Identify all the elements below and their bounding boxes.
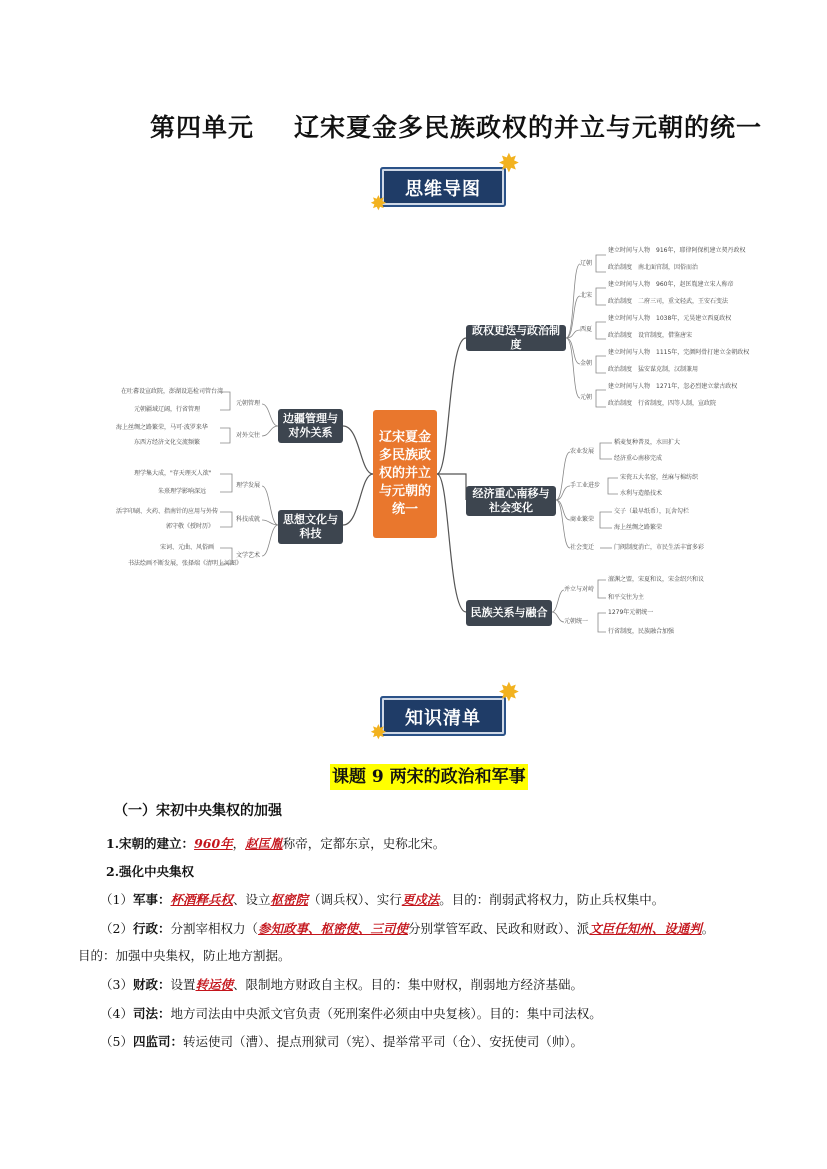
paragraph-1: 1.宋朝的建立：960年，赵匡胤称帝，定都东京，史称北宋。 — [106, 836, 446, 851]
mindmap-banner-label: 思维导图 — [405, 179, 481, 200]
mind-leaf: 稻麦复种普及，水田扩大 — [614, 439, 681, 446]
mind-leaf: 海上丝绸之路繁荣，马可·波罗来华 — [116, 424, 208, 431]
mind-leaf: 和平交往为主 — [608, 594, 645, 601]
mind-map-center: 辽宋夏金多民族政权的并立与元朝的统一 — [373, 410, 437, 538]
lesson-title: 课题 9 两宋的政治和军事 — [330, 764, 528, 790]
mind-leaf: 郭守敬《授时历》 — [166, 523, 215, 530]
mind-label: 金朝 — [580, 360, 593, 367]
mind-label: 并立与对峙 — [564, 586, 595, 593]
mind-leaf: 政治制度 猛安谋克制，汉制兼用 — [608, 366, 699, 373]
mind-leaf: 门阀制度消亡，市民生活丰富多彩 — [614, 544, 705, 551]
mind-leaf: 宋词、元曲、风俗画 — [160, 544, 215, 551]
item-judiciary: （4）司法：地方司法由中央派文官负责（死刑案件必须由中央复核）。目的：集中司法权。 — [100, 1006, 602, 1021]
mind-label: 元朝 — [580, 394, 593, 401]
mind-leaf: 建立时间与人物 916年，耶律阿保机建立契丹政权 — [608, 247, 746, 254]
mind-label: 科技成就 — [236, 516, 261, 523]
mind-map — [0, 228, 827, 658]
branch-politics: 政权更迭与政治制度 — [466, 325, 566, 351]
item-four-offices: （5）四监司：转运使司（漕）、提点刑狱司（宪）、提举常平司（仓）、安抚使司（帅）。 — [100, 1034, 583, 1049]
mind-leaf: 政治制度 设官制度，借鉴唐宋 — [608, 332, 693, 339]
mind-label: 社会变迁 — [570, 544, 595, 551]
section-subtitle: （一）宋初中央集权的加强 — [114, 803, 282, 819]
unit-title — [150, 108, 770, 144]
mind-label: 文学艺术 — [236, 552, 261, 559]
mind-leaf: 书法绘画不断发展，张择端《清明上河图》 — [128, 560, 243, 567]
branch-ethnic: 民族关系与融合 — [466, 600, 552, 626]
unit-name: 辽宋夏金多民族政权的并立与元朝的统一 — [294, 113, 763, 142]
mind-leaf: 海上丝绸之路繁荣 — [614, 524, 663, 531]
mindmap-banner — [370, 149, 520, 215]
mind-leaf: 建立时间与人物 1271年，忽必烈建立蒙古政权 — [608, 383, 738, 390]
mind-leaf: 政治制度 南北面官制，因俗而治 — [608, 264, 699, 271]
mind-leaf: 建立时间与人物 1038年，元昊建立西夏政权 — [608, 315, 732, 322]
star-icon: ✸ — [498, 149, 520, 179]
mind-leaf: 宋瓷五大名窑，丝麻与棉纺织 — [620, 474, 699, 481]
mind-leaf: 1279年元朝统一 — [608, 609, 654, 616]
mind-label: 北宋 — [580, 292, 593, 299]
paragraph-2: 2.强化中央集权 — [106, 864, 195, 879]
mind-leaf: 建立时间与人物 960年，赵匡胤建立宋人称帝 — [608, 281, 734, 288]
item-administration-purpose: 目的：加强中央集权，防止地方割据。 — [78, 948, 291, 963]
branch-border: 边疆管理与对外关系 — [278, 409, 343, 443]
mind-leaf: 活字印刷、火药、指南针的应用与外传 — [116, 508, 219, 515]
item-finance: （3）财政：设置转运使、限制地方财政自主权。目的：集中财权，削弱地方经济基础。 — [100, 977, 584, 992]
mind-label: 手工业进步 — [570, 482, 601, 489]
mind-leaf: 东西方经济文化交流频繁 — [134, 439, 201, 446]
mind-leaf: 政治制度 行省制度，四等人制，宣政院 — [608, 400, 717, 407]
unit-number: 第四单元 — [150, 113, 255, 142]
item-military: （1）军事：杯酒释兵权、设立枢密院（调兵权）、实行更戍法。目的：削弱武将权力，防止兵权集中。 — [100, 892, 665, 907]
mind-leaf: 在吐蕃设宣政院，澎湖设巡检司管台湾 — [121, 388, 224, 395]
mind-label: 元朝管理 — [236, 400, 261, 407]
mind-leaf: 行省制度，民族融合加强 — [608, 628, 675, 635]
mind-label: 元朝统一 — [564, 618, 589, 625]
item-administration: （2）行政：分割宰相权力（参知政事、枢密使、三司使分别掌管军政、民政和财政）、派文臣任知州、设通判。 — [100, 921, 715, 936]
mind-leaf: 朱熹理学影响深远 — [158, 488, 207, 495]
mind-leaf: 理学集大成，"存天理灭人欲" — [134, 470, 212, 477]
mind-label: 西夏 — [580, 326, 593, 333]
mind-label: 对外交往 — [236, 432, 261, 439]
mind-leaf: 澶渊之盟，宋夏和议，宋金绍兴和议 — [608, 576, 705, 583]
mind-leaf: 建立时间与人物 1115年，完颜阿骨打建立金朝政权 — [608, 349, 750, 356]
star-icon: ✸ — [370, 720, 387, 744]
mind-leaf: 经济重心南移完成 — [614, 455, 663, 462]
mind-leaf: 交子（最早纸币），瓦舍勾栏 — [614, 508, 690, 515]
mind-label: 农业发展 — [570, 448, 595, 455]
branch-economy: 经济重心南移与社会变化 — [466, 486, 556, 516]
mind-label: 商业繁荣 — [570, 516, 595, 523]
mind-leaf: 元朝疆域辽阔，行省管理 — [134, 406, 201, 413]
mind-leaf: 政治制度 二府三司，重文轻武，王安石变法 — [608, 298, 729, 305]
knowledge-banner-label: 知识清单 — [405, 708, 481, 729]
knowledge-banner — [370, 678, 520, 744]
mind-label: 辽朝 — [580, 260, 593, 267]
star-icon: ✸ — [370, 191, 387, 215]
mind-leaf: 水利与造船技术 — [620, 490, 663, 497]
mind-label: 理学发展 — [236, 482, 261, 489]
star-icon: ✸ — [498, 678, 520, 708]
branch-culture: 思想文化与科技 — [278, 510, 343, 544]
